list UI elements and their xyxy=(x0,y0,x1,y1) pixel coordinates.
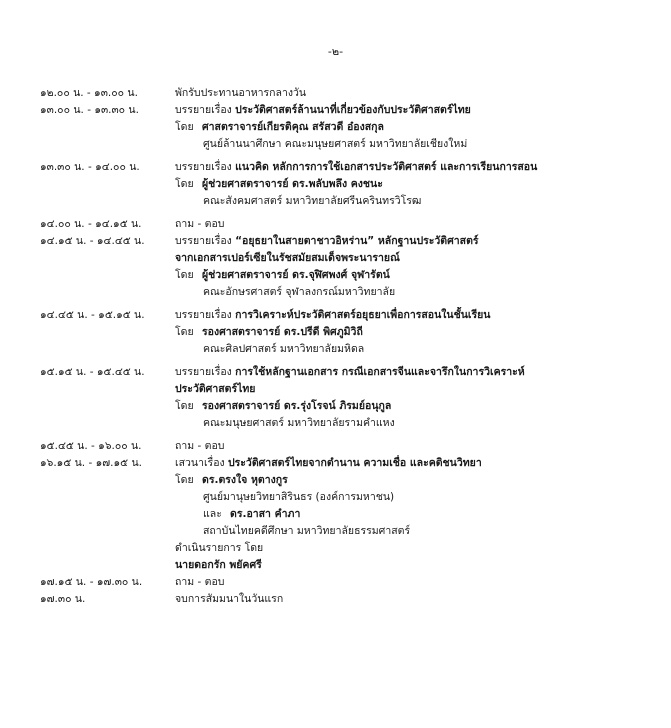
schedule-row xyxy=(40,438,655,455)
agenda-text: ถาม - ตอบ xyxy=(175,218,225,230)
affiliation-row xyxy=(40,193,655,210)
speaker-row xyxy=(40,176,655,193)
affiliation-row xyxy=(40,489,655,506)
speaker-name: โดย ดร.ตรงใจ หุตางกูร xyxy=(175,474,288,486)
session-title: บรรยายเรื่อง ประวัติศาสตร์ล้านนาที่เกี่ยวข้องกับประวัติศาสตร์ไทย xyxy=(175,104,471,116)
time-slot: ๑๒.๐๐ น. - ๑๓.๐๐ น. xyxy=(40,87,138,99)
schedule-row xyxy=(40,216,655,233)
speaker-row xyxy=(40,267,655,284)
moderator-row xyxy=(40,557,655,574)
speaker-affiliation: ศูนย์ล้านนาศึกษา คณะมนุษยศาสตร์ มหาวิทยาลัยเชียงใหม่ xyxy=(203,138,468,150)
session-title: บรรยายเรื่อง “อยุธยาในสายตาชาวอิหร่าน” หลักฐานประวัติศาสตร์ xyxy=(175,235,479,247)
speaker-name: โดย ศาสตราจารย์เกียรติคุณ สรัสวดี อ๋องสกุล xyxy=(175,121,384,133)
time-slot: ๑๔.๔๕ น. - ๑๕.๑๕ น. xyxy=(40,309,145,321)
schedule-row xyxy=(40,159,655,176)
session-title: เสวนาเรื่อง ประวัติศาสตร์ไทยจากตำนาน ความเชื่อ และคติชนวิทยา xyxy=(175,457,482,469)
speaker-affiliation: คณะศิลปศาสตร์ มหาวิทยาลัยมหิดล xyxy=(203,343,365,355)
schedule-row xyxy=(40,233,655,250)
schedule-row xyxy=(40,85,655,102)
session-title: บรรยายเรื่อง การใช้หลักฐานเอกสาร กรณีเอกสารจีนและจารึกในการวิเคราะห์ xyxy=(175,366,525,378)
speaker-row xyxy=(40,472,655,489)
affiliation-row xyxy=(40,284,655,301)
time-slot: ๑๓.๐๐ น. - ๑๓.๓๐ น. xyxy=(40,104,139,116)
moderator-label: ดำเนินรายการ โดย xyxy=(175,542,264,554)
schedule-row xyxy=(40,574,655,591)
time-slot: ๑๔.๑๕ น. - ๑๔.๔๕ น. xyxy=(40,235,145,247)
moderator-name: นายดอกรัก พยัคศรี xyxy=(175,559,262,571)
schedule-row xyxy=(40,455,655,472)
page-number: -๒- xyxy=(327,45,344,58)
affiliation-row xyxy=(40,341,655,358)
speaker-name: โดย ผู้ช่วยศาสตราจารย์ ดร.พลับพลึง คงชนะ xyxy=(175,178,383,190)
schedule-row xyxy=(40,102,655,119)
session-title-continued: ประวัติศาสตร์ไทย xyxy=(175,383,256,395)
speaker-row xyxy=(40,119,655,136)
time-slot: ๑๗.๓๐ น. xyxy=(40,593,86,605)
agenda-text: พักรับประทานอาหารกลางวัน xyxy=(175,87,307,99)
speaker-affiliation: ศูนย์มานุษยวิทยาสิรินธร (องค์การมหาชน) xyxy=(203,491,395,503)
affiliation-row xyxy=(40,523,655,540)
session-title-continued: จากเอกสารเปอร์เซียในรัชสมัยสมเด็จพระนารายณ์ xyxy=(175,252,400,264)
affiliation-row xyxy=(40,415,655,432)
agenda-text: ถาม - ตอบ xyxy=(175,440,225,452)
agenda-text: ถาม - ตอบ xyxy=(175,576,225,588)
time-slot: ๑๔.๐๐ น. - ๑๔.๑๕ น. xyxy=(40,218,142,230)
session-title: บรรยายเรื่อง แนวคิด หลักการการใช้เอกสารประวัติศาสตร์ และการเรียนการสอน xyxy=(175,161,538,173)
speaker-affiliation: คณะสังคมศาสตร์ มหาวิทยาลัยศรีนครินทรวิโรฒ xyxy=(203,195,422,207)
speaker-name: และ ดร.อาสา คำภา xyxy=(203,508,301,520)
speaker-row xyxy=(40,506,655,523)
speaker-affiliation: คณะอักษรศาสตร์ จุฬาลงกรณ์มหาวิทยาลัย xyxy=(203,286,396,298)
time-slot: ๑๓.๓๐ น. - ๑๔.๐๐ น. xyxy=(40,161,140,173)
speaker-row xyxy=(40,398,655,415)
speaker-affiliation: สถาบันไทยคดีศึกษา มหาวิทยาลัยธรรมศาสตร์ xyxy=(203,525,411,537)
time-slot: ๑๕.๑๕ น. - ๑๕.๔๕ น. xyxy=(40,366,145,378)
schedule-row xyxy=(40,364,655,381)
schedule-row xyxy=(40,591,655,608)
speaker-name: โดย รองศาสตราจารย์ ดร.ปรีดี พิศภูมิวิถี xyxy=(175,326,363,338)
speaker-name: โดย ผู้ช่วยศาสตราจารย์ ดร.จุฬิศพงศ์ จุฬารัตน์ xyxy=(175,269,390,281)
agenda-text: จบการสัมมนาในวันแรก xyxy=(175,593,284,605)
schedule xyxy=(40,85,655,608)
schedule-row xyxy=(40,307,655,324)
time-slot: ๑๖.๑๕ น. - ๑๗.๑๕ น. xyxy=(40,457,142,469)
speaker-name: โดย รองศาสตราจารย์ ดร.รุ่งโรจน์ ภิรมย์อนุกูล xyxy=(175,400,392,412)
speaker-affiliation: คณะมนุษยศาสตร์ มหาวิทยาลัยรามคำแหง xyxy=(203,417,395,429)
time-slot: ๑๗.๑๕ น. - ๑๗.๓๐ น. xyxy=(40,576,143,588)
time-slot: ๑๕.๔๕ น. - ๑๖.๐๐ น. xyxy=(40,440,142,452)
speaker-row xyxy=(40,324,655,341)
session-title: บรรยายเรื่อง การวิเคราะห์ประวัติศาสตร์อยุธยาเพื่อการสอนในชั้นเรียน xyxy=(175,309,491,321)
moderator-label-row xyxy=(40,540,655,557)
affiliation-row xyxy=(40,136,655,153)
